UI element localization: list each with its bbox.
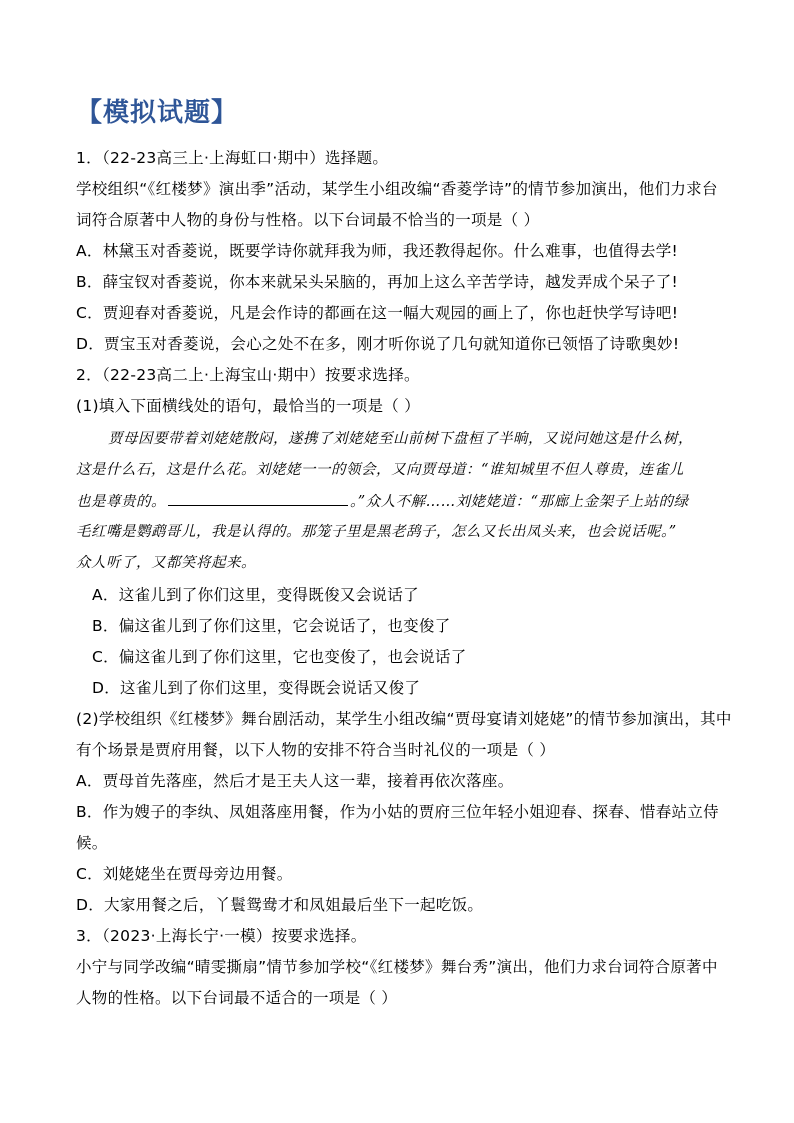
q2-sub1-option-a: A．这雀儿到了你们这里，变得既俊又会说话了 [92,586,419,604]
fill-in-blank[interactable] [168,490,348,506]
q2-sub1-option-d: D．这雀儿到了你们这里，变得既会说话又俊了 [92,679,421,697]
q3-line-1: 小宁与同学改编“晴雯撕扇”情节参加学校“《红楼梦》舞台秀”演出，他们力求台词符合原著中 [76,958,718,976]
q1-option-b: B．薛宝钗对香菱说，你本来就呆头呆脑的，再加上这么辛苦学诗，越发弄成个呆子了! [76,273,679,291]
q1-stem-line-2: 词符合原著中人物的身份与性格。以下台词最不恰当的一项是（ ） [76,211,540,229]
passage-line-3-end: 。”众人不解……刘姥姥道：“那廊上金架子上站的绿 [350,494,689,510]
passage-line-1: 贾母因要带着刘姥姥散闷，遂携了刘姥姥至山前树下盘桓了半晌，又说问她这是什么树， [108,431,693,447]
q2-sub1-title: (1)填入下面横线处的语句，最恰当的一项是（ ） [76,397,421,415]
q1-option-c: C．贾迎春对香菱说，凡是会作诗的都画在这一幅大观园的画上了，你也赶快学写诗吧! [76,304,679,322]
q2-sub2-option-d: D．大家用餐之后，丫鬟鸳鸯才和凤姐最后坐下一起吃饭。 [76,896,484,914]
q1-title: 1．（22-23高三上·上海虹口·期中）选择题。 [76,149,389,167]
q2-sub1-option-b: B．偏这雀儿到了你们这里，它会说话了，也变俊了 [92,617,451,635]
q1-stem-line-1: 学校组织“《红楼梦》演出季”活动，某学生小组改编“香菱学诗”的情节参加演出，他们力求台 [76,180,718,198]
passage-line-5: 众人听了，又都笑将起来。 [76,555,256,571]
q2-sub2-line-2: 有个场景是贾府用餐，以下人物的安排不符合当时礼仪的一项是（ ） [76,741,556,759]
q2-sub2-option-a: A．贾母首先落座，然后才是王夫人这一辈，接着再依次落座。 [76,772,514,790]
q2-sub2-option-c: C．刘姥姥坐在贾母旁边用餐。 [76,865,293,883]
q1-option-a: A．林黛玉对香菱说，既要学诗你就拜我为师，我还教得起你。什么难事，也值得去学! [76,242,679,260]
q3-line-2: 人物的性格。以下台词最不适合的一项是（ ） [76,989,398,1007]
q2-sub2-option-b-line-1: B．作为嫂子的李纨、凤姐落座用餐，作为小姑的贾府三位年轻小姐迎春、探春、惜春站立侍 [76,803,719,821]
passage-line-4: 毛红嘴是鹦鹉哥儿，我是认得的。那笼子里是黑老鸹子，怎么又长出凤头来，也会说话呢。” [76,524,677,540]
q2-sub2-line-1: (2)学校组织《红楼梦》舞台剧活动，某学生小组改编“贾母宴请刘姥姥”的情节参加演出，其中 [76,710,732,728]
passage-line-3 [76,490,736,513]
q1-option-d: D．贾宝玉对香菱说，会心之处不在多，刚才听你说了几句就知道你已领悟了诗歌奥妙! [76,335,680,353]
q3-title: 3．（2023·上海长宁·一模）按要求选择。 [76,927,367,945]
section-heading: 【模拟试题】 [76,98,239,128]
passage-line-2: 这是什么石，这是什么花。刘姥姥一一的领会，又向贾母道：“谁知城里不但人尊贵，连雀儿 [76,462,684,478]
q2-title: 2．（22-23高二上·上海宝山·期中）按要求选择。 [76,366,420,384]
q2-sub1-option-c: C．偏这雀儿到了你们这里，它也变俊了，也会说话了 [92,648,467,666]
passage-line-3-start: 也是尊贵的。 [76,494,166,510]
q2-sub2-option-b-line-2: 候。 [76,834,108,852]
